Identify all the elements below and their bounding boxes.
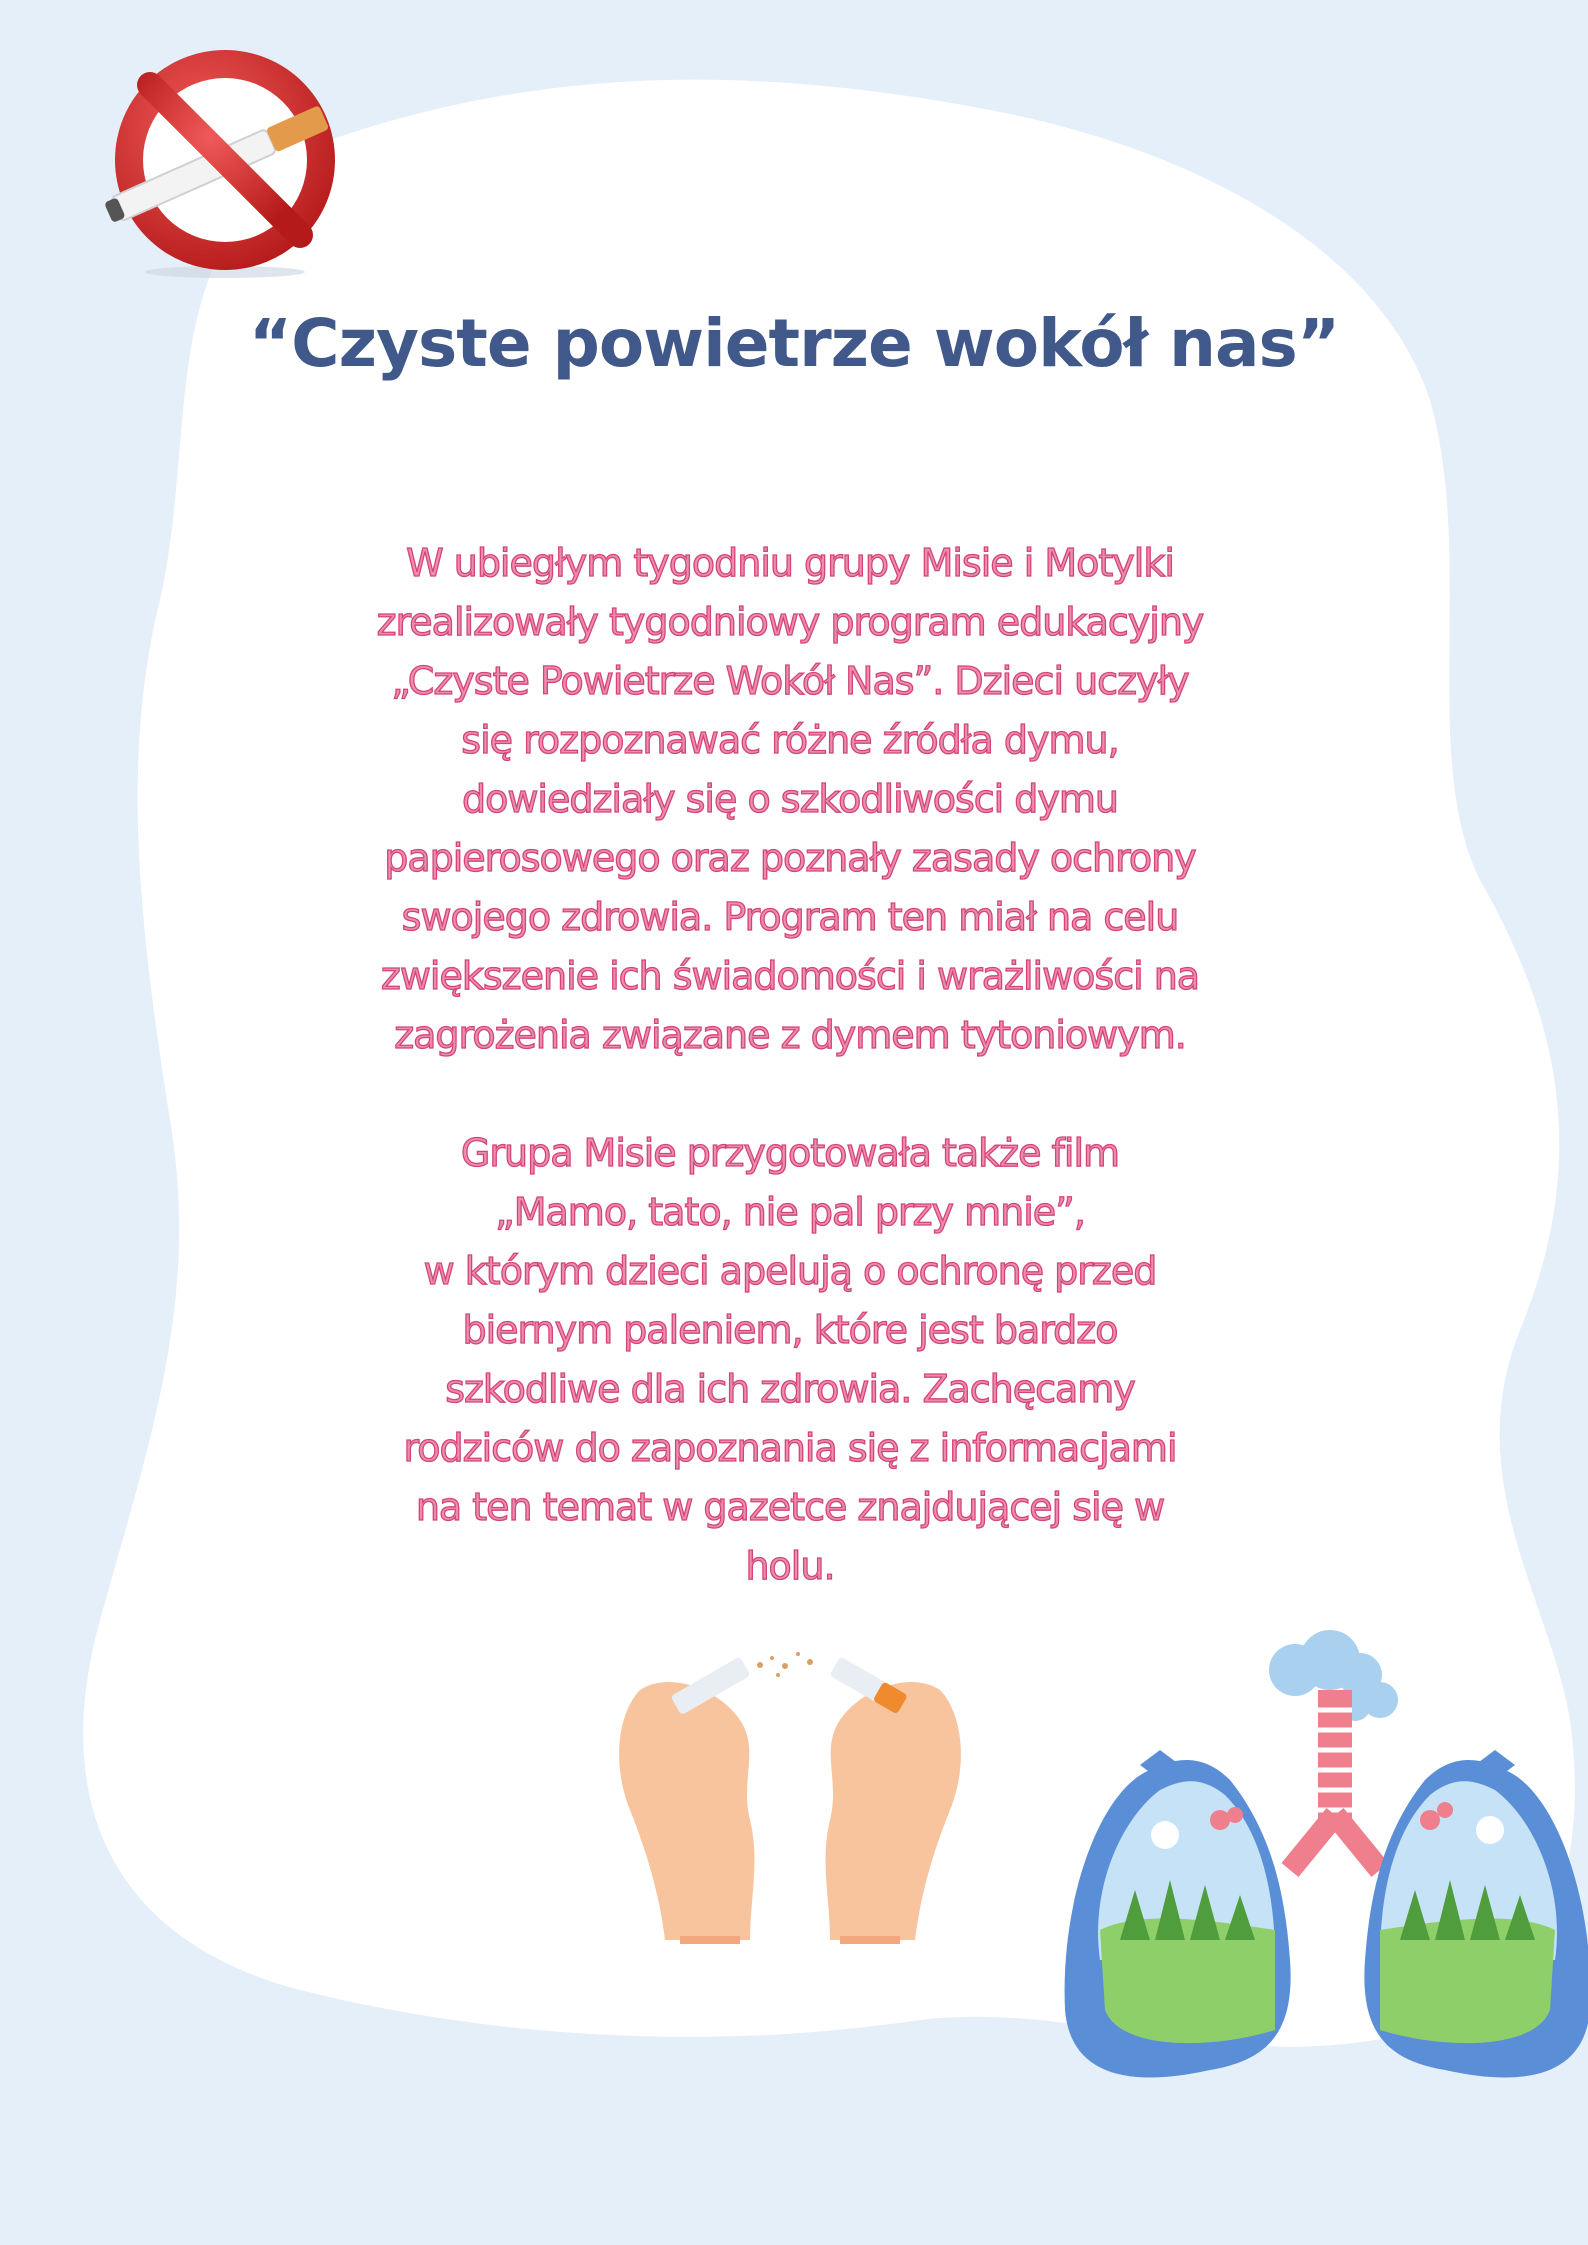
breaking-cigarette-illustration xyxy=(610,1640,970,1950)
paragraph-film-info xyxy=(310,1124,1270,1596)
text-line: W ubiegłym tygodniu grupy Misie i Motylki xyxy=(406,541,1174,585)
text-line: biernym paleniem, które jest bardzo xyxy=(462,1308,1118,1352)
text-line: dowiedziały się o szkodliwości dymu xyxy=(461,777,1119,821)
text-line: w którym dzieci apelują o ochronę przed xyxy=(423,1249,1157,1293)
text-line: Grupa Misie przygotowała także film xyxy=(460,1131,1120,1175)
healthy-lungs-illustration xyxy=(1060,1630,1588,2100)
text-line: zagrożenia związane z dymem tytoniowym. xyxy=(394,1013,1186,1057)
text-line: zrealizowały tygodniowy program edukacyjny xyxy=(376,600,1204,644)
text-line: papierosowego oraz poznały zasady ochrony xyxy=(384,836,1196,880)
text-line: zwiększenie ich świadomości i wrażliwości na xyxy=(380,954,1200,998)
text-line: szkodliwe dla ich zdrowia. Zachęcamy xyxy=(445,1367,1135,1411)
text-line: rodziców do zapoznania się z informacjami xyxy=(403,1426,1177,1470)
text-line: się rozpoznawać różne źródła dymu, xyxy=(461,718,1119,762)
no-smoking-icon xyxy=(95,40,355,280)
paragraph-program-description xyxy=(310,534,1270,1065)
text-line: na ten temat w gazetce znajdującej się w xyxy=(415,1485,1165,1529)
page-title: “Czyste powietrze wokół nas” xyxy=(248,305,1340,382)
text-line: „Mamo, tato, nie pal przy mnie”, xyxy=(495,1190,1085,1234)
text-line: holu. xyxy=(745,1544,835,1588)
text-line: „Czyste Powietrze Wokół Nas”. Dzieci uczyły xyxy=(391,659,1189,703)
text-line: swojego zdrowia. Program ten miał na celu xyxy=(401,895,1179,939)
